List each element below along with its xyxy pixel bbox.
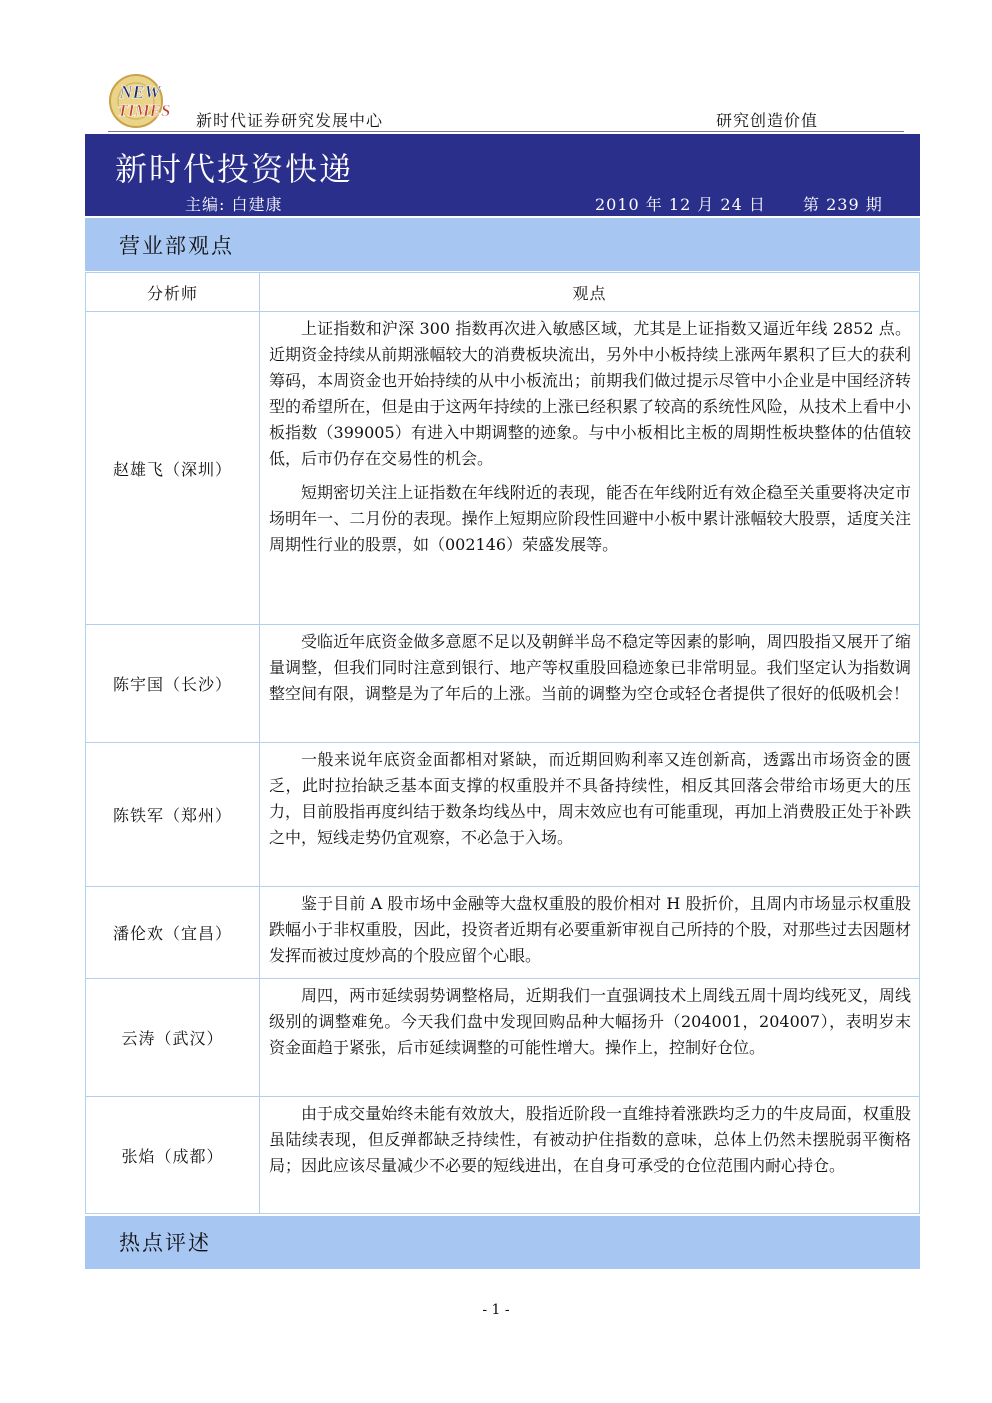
header-view: 观点: [260, 273, 920, 312]
view-text: [260, 312, 920, 625]
logo-text-new: NEW: [119, 82, 161, 102]
header-analyst: 分析师: [86, 273, 260, 312]
view-text: [260, 625, 920, 743]
title-banner: [85, 134, 920, 216]
publication-title: 新时代投资快递: [115, 150, 354, 188]
view-paragraph: 鉴于目前 A 股市场中金融等大盘权重股的股价相对 H 股折价，且周内市场显示权重股跌幅小于非权重股，因此，投资者近期有必要重新审视自己所持的个股，对那些过去因题材发挥而被过度炒高的个股应留个心眼。: [269, 894, 911, 965]
table-row: [86, 625, 920, 743]
view-paragraph: 由于成交量始终未能有效放大，股指近阶段一直维持着涨跌均乏力的牛皮局面，权重股虽陆续表现，但反弹都缺乏持续性，有被动护住指数的意味，总体上仍然未摆脱弱平衡格局；因此应该尽量减少不必要的短线进出，在自身可承受的仓位范围内耐心持仓。: [269, 1104, 911, 1175]
issue-number: 第 239 期: [803, 195, 883, 214]
view-text: [260, 743, 920, 887]
table-row: [86, 887, 920, 979]
section-title: 热点评述: [119, 1231, 211, 1255]
page-number: - 1 -: [482, 1302, 510, 1318]
view-paragraph: 周四，两市延续弱势调整格局，近期我们一直强调技术上周线五周十周均线死叉，周线级别的调整难免。今天我们盘中发现回购品种大幅扬升（204001，204007），表明岁末资金面趋于紧张，后市延续调整的可能性增大。操作上，控制好仓位。: [269, 986, 911, 1057]
analyst-views-table: [85, 272, 920, 1214]
view-paragraph: 一般来说年底资金面都相对紧缺，而近期回购利率又连创新高，透露出市场资金的匮乏，此时拉抬缺乏基本面支撑的权重股并不具备持续性，相反其回落会带给市场更大的压力，目前股指再度纠结于数条均线丛中，周末效应也有可能重现，再加上消费股正处于补跌之中，短线走势仍宜观察，不必急于入场。: [269, 750, 911, 847]
table-row: [86, 979, 920, 1097]
analyst-name: 陈铁军（郑州）: [86, 743, 260, 887]
table-row: [86, 312, 920, 625]
issue-date: 2010 年 12 月 24 日: [595, 195, 766, 214]
view-paragraph: 受临近年底资金做多意愿不足以及朝鲜半岛不稳定等因素的影响，周四股指又展开了缩量调整，但我们同时注意到银行、地产等权重股回稳迹象已非常明显。我们坚定认为指数调整空间有限，调整是为了年后的上涨。当前的调整为空仓或轻仓者提供了很好的低吸机会！: [269, 632, 911, 703]
logo-text-times: TIMES: [117, 101, 171, 120]
section-header-hot-topics: [85, 1216, 920, 1269]
table-row: [86, 743, 920, 887]
analyst-name: 赵雄飞（深圳）: [86, 312, 260, 625]
analyst-name: 陈宇国（长沙）: [86, 625, 260, 743]
view-text: [260, 979, 920, 1097]
organization-name: 新时代证券研究发展中心: [196, 111, 384, 130]
section-title: 营业部观点: [119, 234, 234, 258]
new-times-logo: [104, 72, 182, 130]
view-text: [260, 1097, 920, 1214]
analyst-name: 云涛（武汉）: [86, 979, 260, 1097]
analyst-name: 张焰（成都）: [86, 1097, 260, 1214]
header-divider: [108, 131, 904, 132]
view-text: [260, 887, 920, 979]
view-paragraph: 短期密切关注上证指数在年线附近的表现，能否在年线附近有效企稳至关重要将决定市场明年一、二月份的表现。操作上短期应阶段性回避中小板中累计涨幅较大股票，适度关注周期性行业的股票，如（002146）荣盛发展等。: [269, 483, 911, 554]
view-paragraph: 上证指数和沪深 300 指数再次进入敏感区域，尤其是上证指数又逼近年线 2852 点。近期资金持续从前期涨幅较大的消费板块流出，另外中小板持续上涨两年累积了巨大的获利筹码，本周资金也开始持续的从中小板流出；前期我们做过提示尽管中小企业是中国经济转型的希望所在，但是由于这两年持续的上涨已经积累了较高的系统性风险，从技术上看中小板指数（399005）有进入中期调整的迹象。与中小板相比主板的周期性板块整体的估值较低，后市仍存在交易性的机会。: [269, 319, 911, 468]
table-header-row: [86, 273, 920, 312]
slogan: 研究创造价值: [716, 111, 819, 130]
analyst-name: 潘伦欢（宜昌）: [86, 887, 260, 979]
table-row: [86, 1097, 920, 1214]
section-header-branch-views: [85, 218, 920, 271]
chief-editor: 主编: 白建康: [185, 195, 283, 214]
